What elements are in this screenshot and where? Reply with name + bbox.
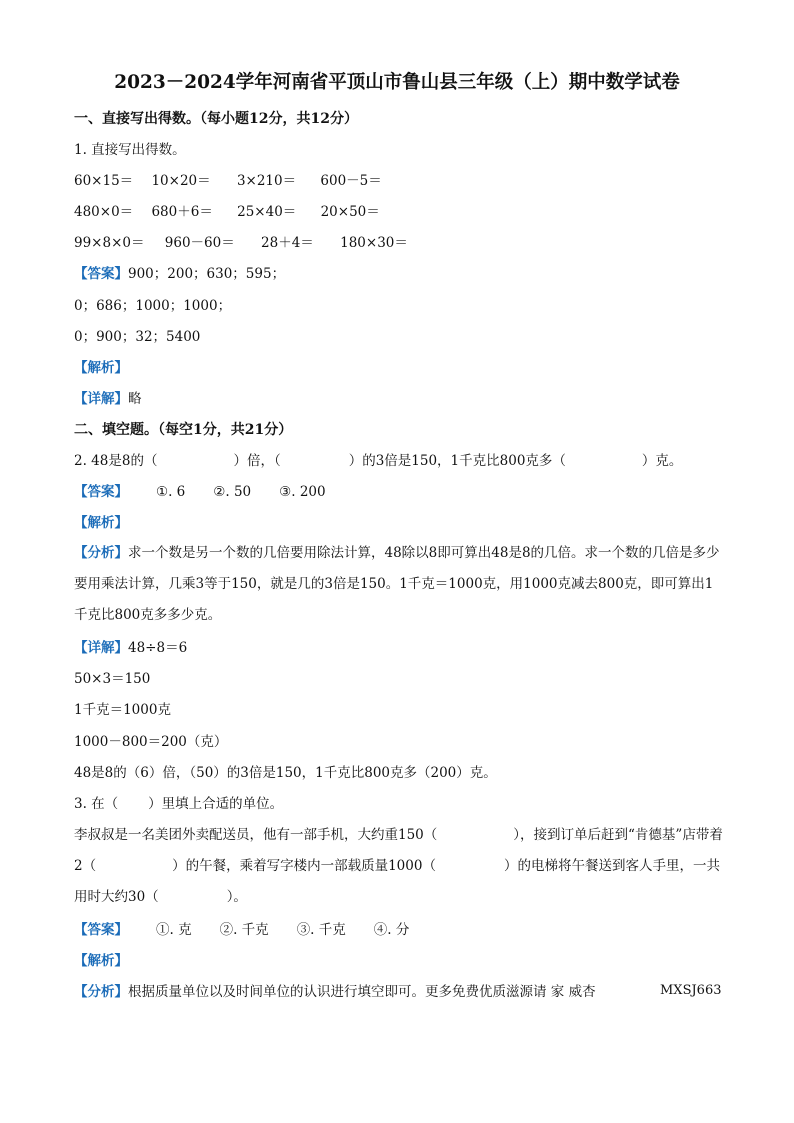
answer-option: ②. 50 <box>213 484 252 500</box>
answer-tag: 【答案】 <box>74 266 128 282</box>
section-1-heading: 一、直接写出得数。（每小题12分，共12分） <box>74 111 358 127</box>
section-2-heading: 二、填空题。（每空1分，共21分） <box>74 422 293 438</box>
watermark-code: MXSJ663 <box>660 983 722 998</box>
q3-text: ）。 <box>226 889 247 905</box>
q1-item: 960－60＝ <box>164 235 235 251</box>
q1-item: 680＋6＝ <box>151 204 213 220</box>
q1-item: 3×210＝ <box>236 173 297 189</box>
answer-option: ①. 克 <box>156 922 192 938</box>
answer-option: ②. 千克 <box>219 922 269 938</box>
answer-option: ③. 200 <box>279 484 326 500</box>
q3-answer <box>74 921 409 939</box>
q2-detail-line-3: 1千克＝1000克 <box>74 702 171 718</box>
q3-text: ），接到订单后赶到“肯德基”店带着2（ <box>74 827 723 874</box>
answer-option: ④. 分 <box>373 922 410 938</box>
q1-item: 99×8×0＝ <box>74 235 145 251</box>
q1-answer-line-3: 0；900；32；5400 <box>74 329 201 345</box>
analysis-label: 【分析】 <box>74 545 128 561</box>
q2-detail-line-5: 48是8的（6）倍，（50）的3倍是150，1千克比800克多（200）克。 <box>74 765 497 781</box>
q1-row-2 <box>74 203 380 221</box>
q1-item: 25×40＝ <box>237 204 297 220</box>
q3-text: 李叔叔是一名美团外卖配送员，他有一部手机，大约重150（ <box>74 827 438 843</box>
q3-text: 3. 在（ <box>74 796 119 812</box>
detail-text: 48÷8＝6 <box>128 640 188 656</box>
q2-detail-line-2: 50×3＝150 <box>74 671 151 687</box>
q2-text: ）倍，（ <box>233 453 281 469</box>
q1-answer-line-1 <box>74 265 285 283</box>
analysis-text: 求一个数是另一个数的几倍要用除法计算，48除以8即可算出48是8的几倍。求一个数的几倍是多少要用乘法计算，几乘3等于150，就是几的3倍是150。1千克＝1000克，用1000克减去800克，即可算出1千克比800克多多少克。 <box>74 545 720 623</box>
q2-analysis-paragraph <box>74 538 724 631</box>
q2-prompt <box>74 452 682 470</box>
answer-option: ③. 千克 <box>296 922 346 938</box>
analysis-text: 根据质量单位以及时间单位的认识进行填空即可。更多免费优质滋源请 家 威杏 <box>128 984 596 1000</box>
q2-answer <box>74 483 326 501</box>
answer-option: ①. 6 <box>156 484 186 500</box>
q1-analysis-tag: 【解析】 <box>74 360 128 376</box>
q2-detail-line-1 <box>74 639 187 657</box>
q1-item: 180×30＝ <box>340 235 408 251</box>
q1-item: 480×0＝ <box>74 204 134 220</box>
q3-text: ）里填上合适的单位。 <box>148 796 284 812</box>
detail-text: 略 <box>128 391 142 407</box>
detail-tag: 【详解】 <box>74 391 128 407</box>
q1-item: 10×20＝ <box>151 173 211 189</box>
q1-item: 600－5＝ <box>320 173 382 189</box>
q1-row-3 <box>74 234 408 252</box>
answer-tag: 【答案】 <box>74 484 128 500</box>
q3-text: ）的电梯将午餐送到客人手里，一共用时大约30（ <box>74 858 720 905</box>
q3-text: ）的午餐，乘着写字楼内一部载质量1000（ <box>172 858 436 874</box>
q1-item: 20×50＝ <box>320 204 380 220</box>
q2-text: ）克。 <box>641 453 683 469</box>
q2-text: ）的3倍是150，1千克比800克多（ <box>348 453 566 469</box>
q2-analysis-tag: 【解析】 <box>74 515 128 531</box>
q2-detail-line-4: 1000－800＝200（克） <box>74 734 228 750</box>
q3-analysis-line <box>74 983 596 1001</box>
q1-prompt: 1. 直接写出得数。 <box>74 142 186 158</box>
q3-prompt <box>74 795 283 813</box>
q3-analysis-tag: 【解析】 <box>74 953 128 969</box>
answer-text: 900；200；630；595； <box>128 266 286 282</box>
q1-item: 28＋4＝ <box>261 235 314 251</box>
q3-paragraph <box>74 820 724 913</box>
q1-item: 60×15＝ <box>74 173 134 189</box>
answer-tag: 【答案】 <box>74 922 128 938</box>
q2-text: 2. 48是8的（ <box>74 453 158 469</box>
q1-answer-line-2: 0；686；1000；1000； <box>74 298 232 314</box>
page-title: 2023－2024学年河南省平顶山市鲁山县三年级（上）期中数学试卷 <box>114 72 680 93</box>
q1-detail <box>74 390 142 408</box>
detail-tag: 【详解】 <box>74 640 128 656</box>
q1-row-1 <box>74 172 382 190</box>
analysis-label: 【分析】 <box>74 984 128 1000</box>
